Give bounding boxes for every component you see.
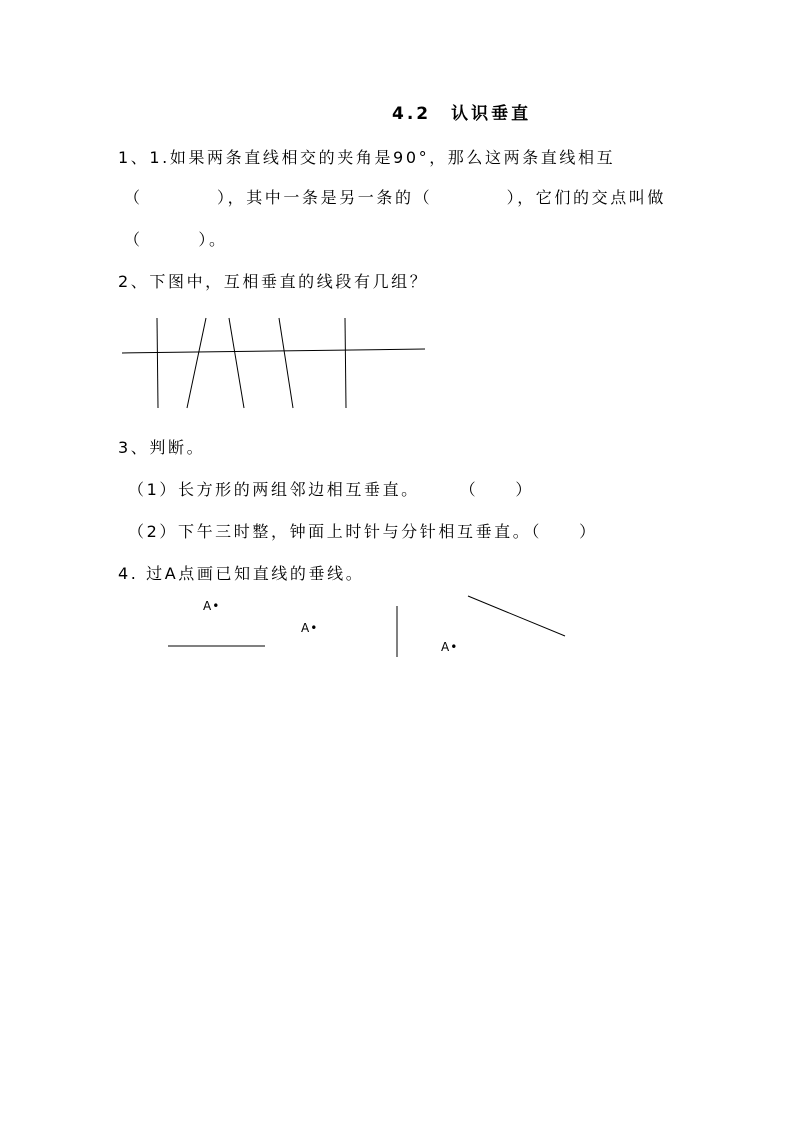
question-3-item-2: （2）下午三时整，钟面上时针与分针相互垂直。（ ） xyxy=(128,522,598,541)
question-1-line-2: （ ），其中一条是另一条的（ ），它们的交点叫做 xyxy=(124,188,667,207)
question-2-text: 2、下图中，互相垂直的线段有几组？ xyxy=(118,272,429,291)
question-3-item-1: （1）长方形的两组邻边相互垂直。 （ ） xyxy=(128,480,534,499)
question-1-line-1: 1、1.如果两条直线相交的夹角是90°，那么这两条直线相互 xyxy=(118,148,616,167)
point-a-3: A• xyxy=(441,640,459,654)
question-4-text: 4. 过A点画已知直线的垂线。 xyxy=(118,564,365,583)
point-a-2: A• xyxy=(301,621,319,635)
page-title: 4.2 认识垂直 xyxy=(392,104,532,124)
question-1-line-3: （ ）。 xyxy=(124,230,228,249)
question-3-text: 3、判断。 xyxy=(118,438,206,457)
point-a-1: A• xyxy=(203,599,221,613)
given-line-oblique xyxy=(468,596,565,636)
